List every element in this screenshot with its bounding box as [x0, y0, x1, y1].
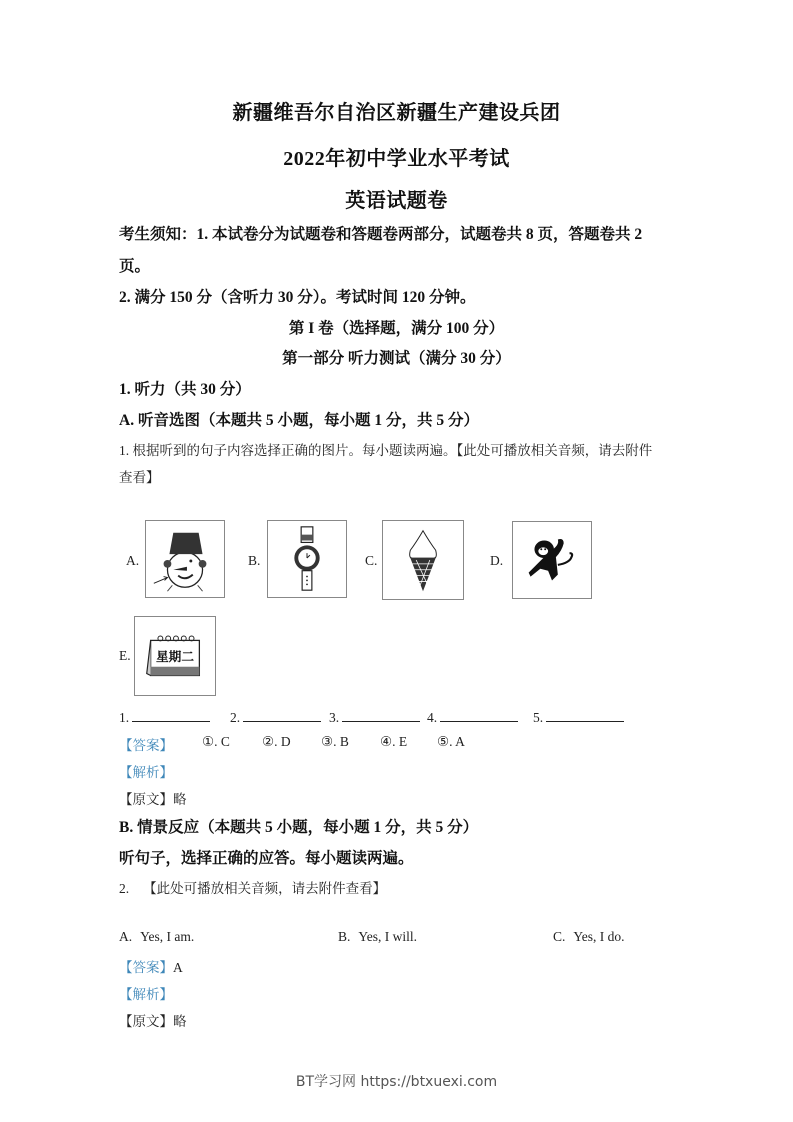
sectionB-original-text: 【原文】略	[119, 1014, 187, 1029]
answer-blank-5	[546, 709, 624, 722]
calendar-image	[134, 616, 216, 696]
original-text: 【原文】略	[119, 792, 187, 807]
exam-title-year: 2022年初中学业水平考试	[283, 148, 510, 170]
calendar-icon	[135, 617, 215, 695]
option-e-letter: E.	[119, 648, 131, 663]
notice-line1: 考生须知：1. 本试卷分为试题卷和答题卷两部分，试题卷共 8 页，答题卷共 2	[119, 226, 643, 243]
monkey-image	[512, 521, 592, 599]
answer-3: ③. B	[321, 734, 349, 749]
notice-line1-cont: 页。	[119, 258, 151, 275]
part-title: 第一部分 听力测试（满分 30 分）	[282, 350, 511, 367]
wristwatch-image	[267, 520, 347, 598]
analysis-label: 【解析】	[119, 765, 173, 780]
answer-blank-1	[132, 709, 210, 722]
blank-2: 2.	[230, 709, 321, 726]
option-a-letter: A.	[126, 553, 140, 568]
answer-blank-3	[342, 709, 420, 722]
sectionA-instruction-line1: 1. 根据听到的句子内容选择正确的图片。每小题读两遍。【此处可播放相关音频，请去附件	[119, 443, 653, 458]
answer-blank-2	[243, 709, 321, 722]
blank-3: 3.	[329, 709, 420, 726]
answer-5: ⑤. A	[437, 734, 465, 749]
option-d-letter: D.	[490, 553, 504, 568]
sectionA-title: A. 听音选图（本题共 5 小题，每小题 1 分，共 5 分）	[119, 412, 479, 429]
exam-title-subject: 英语试题卷	[345, 190, 448, 212]
answer-1: ①. C	[202, 734, 230, 749]
sectionB-title: B. 情景反应（本题共 5 小题，每小题 1 分，共 5 分）	[119, 819, 479, 836]
sectionB-answer: 【答案】A	[119, 960, 183, 975]
wristwatch-icon	[268, 521, 346, 597]
snowman-icon	[146, 521, 224, 597]
option-b-b: B. Yes, I will.	[338, 929, 418, 944]
section1-title: 1. 听力（共 30 分）	[119, 381, 251, 398]
footer-watermark: BT学习网 https://btxuexi.com	[295, 1074, 498, 1090]
blank-4: 4.	[427, 709, 518, 726]
sectionA-instruction-line2: 查看】	[119, 470, 160, 485]
answer-label: 【答案】	[119, 738, 173, 753]
ice-cream-icon	[383, 521, 463, 599]
answer-2: ②. D	[262, 734, 291, 749]
sectionB-analysis-label: 【解析】	[119, 987, 173, 1002]
snowman-image	[145, 520, 225, 598]
notice-line2: 2. 满分 150 分（含听力 30 分）。考试时间 120 分钟。	[119, 289, 476, 306]
volume-title: 第 I 卷（选择题，满分 100 分）	[288, 320, 505, 337]
question-2: 2. 【此处可播放相关音频，请去附件查看】	[119, 881, 387, 896]
option-b-c: C. Yes, I do.	[553, 929, 625, 944]
exam-title-region: 新疆维吾尔自治区新疆生产建设兵团	[232, 102, 561, 124]
option-b-a: A. Yes, I am.	[119, 929, 195, 944]
svg-text:星期二: 星期二	[156, 648, 194, 664]
option-b-letter: B.	[248, 553, 261, 568]
monkey-icon	[513, 522, 591, 598]
blank-1: 1.	[119, 709, 210, 726]
ice-cream-image	[382, 520, 464, 600]
option-c-letter: C.	[365, 553, 378, 568]
sectionB-instruction: 听句子，选择正确的应答。每小题读两遍。	[119, 850, 414, 867]
answer-4: ④. E	[380, 734, 408, 749]
answer-blank-4	[440, 709, 518, 722]
blank-5: 5.	[533, 709, 624, 726]
